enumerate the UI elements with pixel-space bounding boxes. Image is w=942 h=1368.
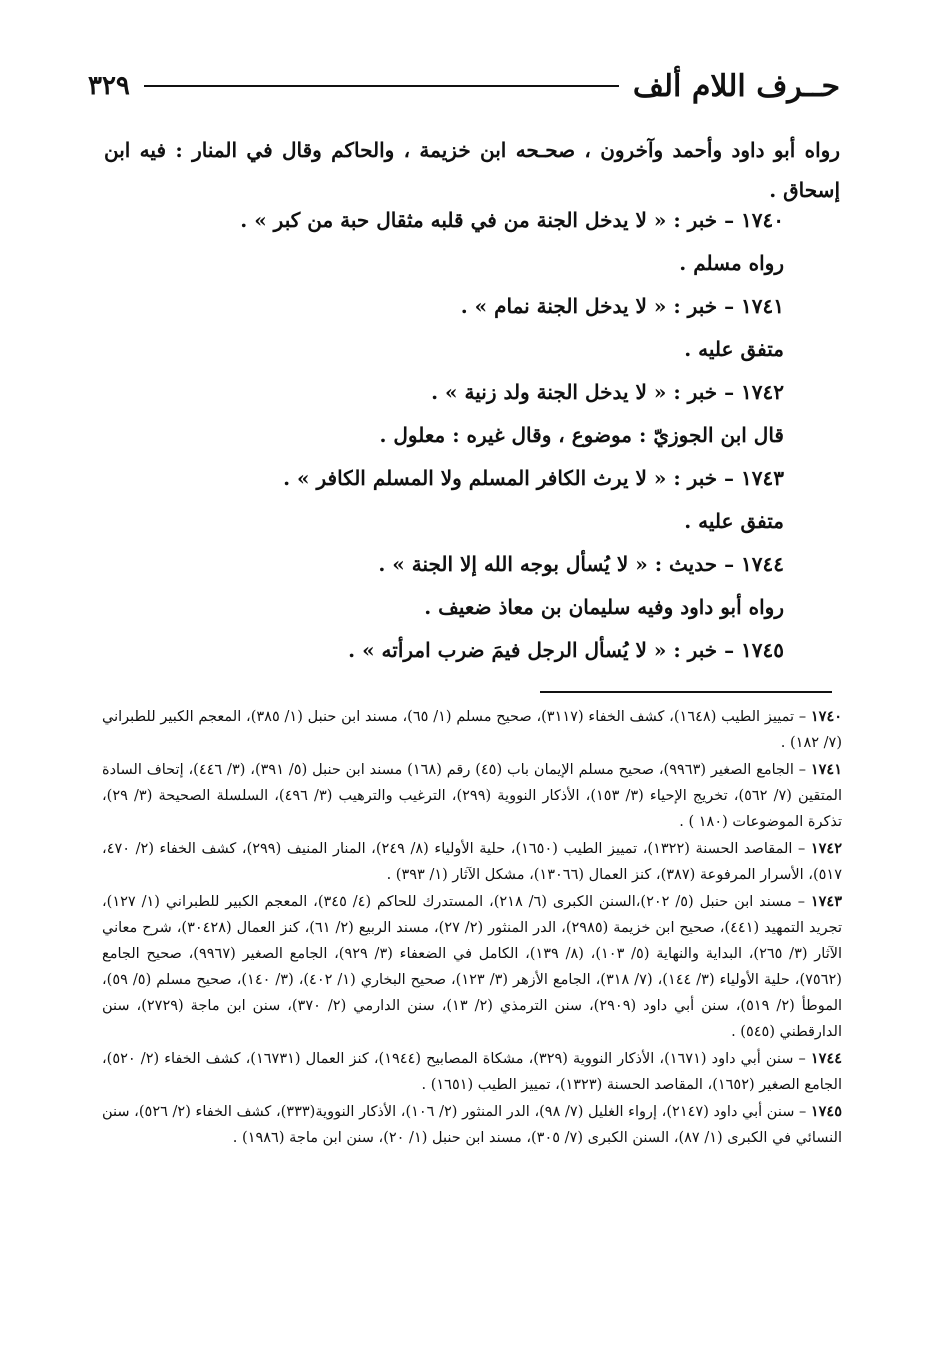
footnote-number: ١٧٤٠ [810, 708, 843, 725]
footnote-1740 [102, 704, 842, 756]
hadith-1743: ١٧٤٣ – خبر : « لا يرث الكافر المسلم ولا المسلم الكافر » . [283, 466, 784, 490]
source-1742: قال ابن الجوزيّ : موضوع ، وقال غيره : معلول . [379, 423, 784, 447]
footnote-text: – تمييز الطيب (١٦٤٨)، كشف الخفاء (٣١١٧)، صحيح مسلم (١/ ٦٥)، مسند ابن حنبل (١/ ٣٨٥)، المعجم الكبير للطبراني (٧/ ١٨٢) . [102, 709, 842, 751]
main-text [104, 130, 840, 683]
hadith-1740: ١٧٤٠ – خبر : « لا يدخل الجنة من في قلبه مثقال حبة من كبر » . [240, 208, 784, 232]
footnote-number: ١٧٤١ [810, 761, 843, 778]
footnote-1745 [102, 1099, 842, 1151]
footnote-text: – الجامع الصغير (٩٩٦٣)، صحيح مسلم الإيمان باب (٤٥) رقم (١٦٨) مسند ابن حنبل (٥/ ٣٩١)، (٣/ ٤٤٦)، إتحاف السادة المتقين (٧/ ٥٦٢)، تخريج الإحياء (٣/ ١٥٣)، الأذكار النووية (٢٩٩)، الترغيب والترهيب (٣/ ٤٩٦)، السلسلة الصحيحة (٣/ ٢٩)، تذكرة الموضوعات (١٨٠ ) . [102, 762, 842, 830]
footnote-number: ١٧٤٢ [810, 840, 842, 857]
footnote-number: ١٧٤٣ [810, 893, 843, 910]
footnote-text: – المقاصد الحسنة (١٣٢٢)، تمييز الطيب (١٦٥٠)، حلية الأولياء (٨/ ٢٤٩)، المنار المنيف (٢٩٩)، كشف الخفاء (٢/ ٤٧٠، ٥١٧)، الأسرار المرفوعة (٣٨٧)، كنز العمال (١٣٠٦٦)، مشكل الآثار (١/ ٣٩٣) . [102, 841, 842, 883]
page-header [88, 62, 840, 110]
footnote-number: ١٧٤٤ [810, 1050, 843, 1067]
hadith-1744: ١٧٤٤ – حديث : « لا يُسأل بوجه الله إلا الجنة » . [378, 552, 784, 576]
source-1744: رواه أبو داود وفيه سليمان بن معاذ ضعيف . [424, 595, 784, 619]
footnote-1744 [102, 1046, 842, 1098]
hadith-1745: ١٧٤٥ – خبر : « لا يُسأل الرجل فيمَ ضرب امرأته » . [348, 638, 784, 662]
hadith-1742: ١٧٤٢ – خبر : « لا يدخل الجنة ولد زنية » . [431, 380, 784, 404]
source-1743: متفق عليه . [684, 509, 784, 533]
intro-paragraph: رواه أبو داود وأحمد وآخرون ، صحـحه ابن خزيمة ، والحاكم وقال في المنار : فيه ابن إسحاق . [104, 138, 840, 202]
page-number: ٣٢٩ [88, 71, 130, 101]
footnotes [102, 704, 842, 1152]
footnote-1743 [102, 889, 842, 1045]
header-rule [144, 85, 619, 87]
chapter-title: حــرف اللام ألف [632, 68, 840, 104]
footnote-text: – سنن أبي داود (٢١٤٧)، إرواء الغليل (٧/ ٩٨)، الدر المنثور (٢/ ١٠٦)، الأذكار النووية(٣٣٣)، كشف الخفاء (٢/ ٥٢٦)، سنن النسائي في الكبرى (١/ ٨٧)، السنن الكبرى (٧/ ٣٠٥)، مسند ابن حنبل (١/ ٢٠)، سنن ابن ماجة (١٩٨٦) . [102, 1104, 842, 1146]
footnote-separator [540, 691, 832, 693]
footnote-1742 [102, 836, 842, 888]
footnote-text: – سنن أبي داود (١٦٧١)، الأذكار النووية (٣٢٩)، مشكاة المصابيح (١٩٤٤)، كنز العمال (١٦٧٣١)، كشف الخفاء (٢/ ٥٢٠)، الجامع الصغير (١٦٥٢)، المقاصد الحسنة (١٣٢٣)، تمييز الطيب (١٦٥١) . [102, 1051, 842, 1093]
hadith-1741: ١٧٤١ – خبر : « لا يدخل الجنة نمام » . [460, 294, 784, 318]
source-1741: متفق عليه . [684, 337, 784, 361]
footnote-number: ١٧٤٥ [810, 1103, 843, 1120]
footnote-1741 [102, 757, 842, 835]
source-1740: رواه مسلم . [679, 251, 784, 275]
footnote-text: – مسند ابن حنبل (٥/ ٢٠٢)،السنن الكبرى (٦/ ٢١٨)، المستدرك للحاكم (٤/ ٣٤٥)، المعجم الكبير للطبراني (١/ ١٢٧)، تجريد التمهيد (٤٤١)، صحيح ابن خزيمة (٢٩٨٥)، الدر المنثور (٢/ ٢٧)، مسند الربيع (٢/ ٦١)، كنز العمال (٣٠٤٢٨)، شرح معاني الآثار (٣/ ٢٦٥)، البداية والنهاية (٥/ ١٠٣)، (٨/ ١٣٩)، الكامل في الضعفاء (٣/ ٩٢٩)، الجامع الصغير (٩٩٦٧)، صحيح الجامع (٧٥٦٢)، حلية الأولياء (٣/ ١٤٤)، (٧/ ٣١٨)، الجامع الأزهر (٣/ ١٢٣)، صحيح البخاري (١/ ٤٠٢)، (٣/ ١٤٠)، صحيح مسلم (٥/ ٥٩)، الموطأ (٢/ ٥١٩)، سنن أبي داود (٢٩٠٩)، سنن الترمذي (٢/ ١٣)، سنن الدارمي (٢/ ٣٧٠)، سنن ابن ماجة (٢٧٢٩)، سنن الدارقطني (٥٤٥) . [102, 894, 843, 1040]
